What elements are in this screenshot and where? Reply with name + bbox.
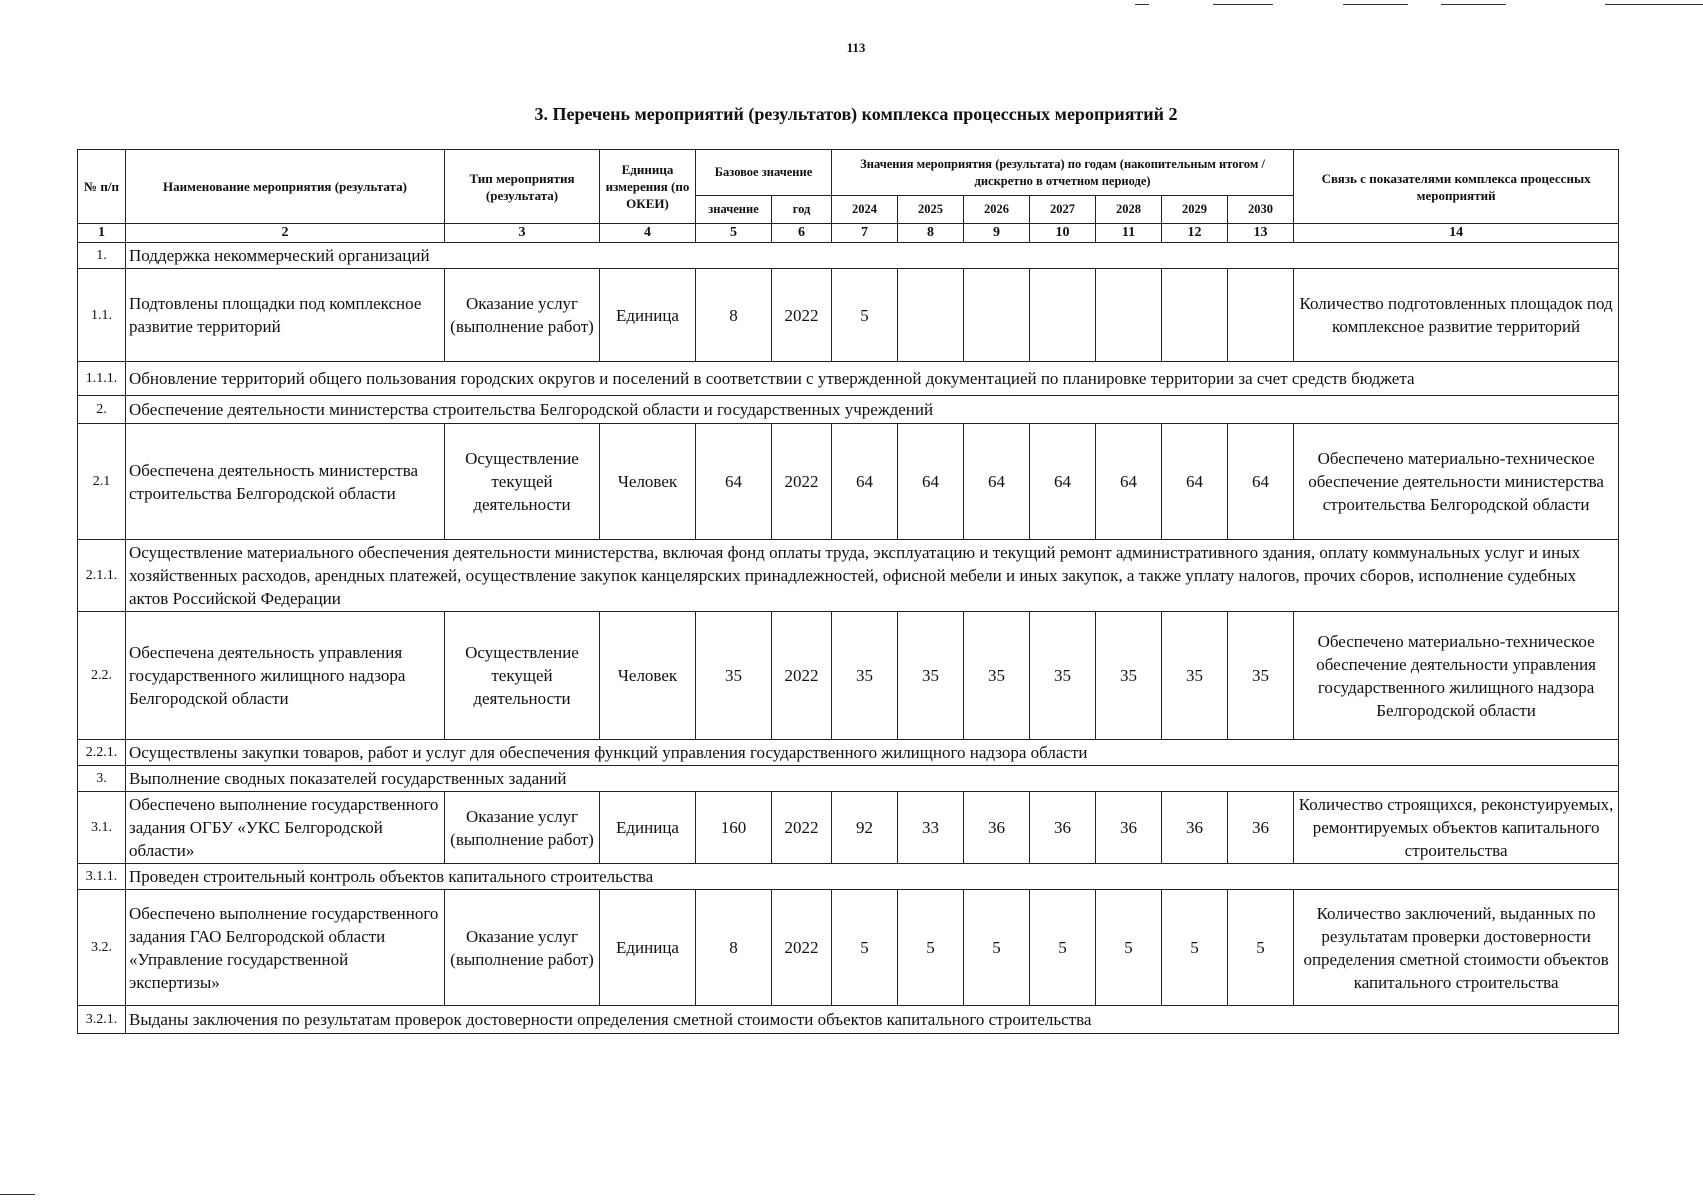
table-row — [78, 792, 1619, 864]
year-value: 5 — [832, 269, 898, 362]
base-value: 160 — [696, 792, 772, 864]
column-number: 10 — [1030, 224, 1096, 243]
year-value: 64 — [1030, 424, 1096, 540]
measure-type: Оказание услуг (выполнение работ) — [445, 890, 600, 1006]
base-year: 2022 — [772, 792, 832, 864]
year-value: 64 — [964, 424, 1030, 540]
year-value: 35 — [1162, 612, 1228, 740]
header-year: 2027 — [1030, 196, 1096, 224]
year-value: 5 — [832, 890, 898, 1006]
year-value: 5 — [1096, 890, 1162, 1006]
scan-mark — [0, 1194, 35, 1195]
header-name: Наименование мероприятия (результата) — [126, 150, 445, 224]
linked-indicator: Количество заключений, выданных по результатам проверки достоверности определения сметной стоимости объектов капитального строительства — [1294, 890, 1619, 1006]
header-values-by-year: Значения мероприятия (результата) по годам (накопительным итогом / дискретно в отчетном периоде) — [832, 150, 1294, 196]
year-value: 64 — [1228, 424, 1294, 540]
measure-name: Обеспечено выполнение государственного задания ОГБУ «УКС Белгородской области» — [126, 792, 445, 864]
section-text: Осуществлены закупки товаров, работ и услуг для обеспечения функций управления государственного жилищного надзора области — [126, 740, 1619, 766]
linked-indicator: Количество подготовленных площадок под комплексное развитие территорий — [1294, 269, 1619, 362]
header-no: № п/п — [78, 150, 126, 224]
table-row — [78, 864, 1619, 890]
measure-unit: Человек — [600, 612, 696, 740]
column-number: 13 — [1228, 224, 1294, 243]
column-number: 4 — [600, 224, 696, 243]
section-text: Осуществление материального обеспечения деятельности министерства, включая фонд оплаты труда, эксплуатацию и текущий ремонт административного здания, оплату коммунальных услуг и иных хозяйственных расходов, арендных платежей, осуществление закупок канцелярских принадлежностей, офисной мебели и иных закупок, а также уплату налогов, прочих сборов, исполнение судебных актов Российской Федерации — [126, 540, 1619, 612]
table-row — [78, 766, 1619, 792]
table-row — [78, 424, 1619, 540]
year-value: 33 — [898, 792, 964, 864]
base-year: 2022 — [772, 424, 832, 540]
header-year: 2024 — [832, 196, 898, 224]
page-title: 3. Перечень мероприятий (результатов) комплекса процессных мероприятий 2 — [534, 104, 1178, 124]
base-value: 8 — [696, 269, 772, 362]
linked-indicator: Обеспечено материально-техническое обеспечение деятельности управления государственного жилищного надзора Белгородской области — [1294, 612, 1619, 740]
column-number: 2 — [126, 224, 445, 243]
measure-type: Оказание услуг (выполнение работ) — [445, 269, 600, 362]
row-number: 3.2.1. — [78, 1006, 126, 1034]
table-row — [78, 362, 1619, 396]
section-text: Выданы заключения по результатам проверок достоверности определения сметной стоимости объектов капитального строительства — [126, 1006, 1619, 1034]
row-number: 3.1.1. — [78, 864, 126, 890]
column-number: 8 — [898, 224, 964, 243]
year-value: 5 — [1030, 890, 1096, 1006]
year-value: 5 — [1228, 890, 1294, 1006]
measures-table — [77, 149, 1619, 1034]
row-number: 1.1. — [78, 269, 126, 362]
section-text: Обеспечение деятельности министерства строительства Белгородской области и государственных учреждений — [126, 396, 1619, 424]
scan-mark — [1441, 4, 1506, 5]
column-number: 12 — [1162, 224, 1228, 243]
measure-unit: Единица — [600, 269, 696, 362]
row-number: 2.2.1. — [78, 740, 126, 766]
section-text: Обновление территорий общего пользования городских округов и поселений в соответствии с утвержденной документацией по планировке территории за счет средств бюджета — [126, 362, 1619, 396]
header-base: Базовое значение — [696, 150, 832, 196]
measure-type: Осуществление текущей деятельности — [445, 612, 600, 740]
year-value: 64 — [832, 424, 898, 540]
column-number-row — [78, 224, 1619, 243]
measure-unit: Человек — [600, 424, 696, 540]
year-value: 64 — [1096, 424, 1162, 540]
base-year: 2022 — [772, 612, 832, 740]
base-year: 2022 — [772, 269, 832, 362]
measure-name: Обеспечено выполнение государственного задания ГАО Белгородской области «Управление государственной экспертизы» — [126, 890, 445, 1006]
table-row — [78, 269, 1619, 362]
table-row — [78, 890, 1619, 1006]
table-row — [78, 612, 1619, 740]
row-number: 3.1. — [78, 792, 126, 864]
base-value: 35 — [696, 612, 772, 740]
table-row — [78, 1006, 1619, 1034]
header-type: Тип мероприятия (результата) — [445, 150, 600, 224]
year-value: 35 — [898, 612, 964, 740]
measure-type: Оказание услуг (выполнение работ) — [445, 792, 600, 864]
year-value — [1030, 269, 1096, 362]
header-year: 2026 — [964, 196, 1030, 224]
year-value: 36 — [1030, 792, 1096, 864]
linked-indicator: Количество строящихся, реконстуируемых, ремонтируемых объектов капитального строительства — [1294, 792, 1619, 864]
measure-name: Подтовлены площадки под комплексное развитие территорий — [126, 269, 445, 362]
header-base-year: год — [772, 196, 832, 224]
column-number: 1 — [78, 224, 126, 243]
section-text: Выполнение сводных показателей государственных заданий — [126, 766, 1619, 792]
table-row — [78, 540, 1619, 612]
year-value: 36 — [1162, 792, 1228, 864]
year-value: 35 — [1030, 612, 1096, 740]
year-value: 36 — [964, 792, 1030, 864]
year-value: 64 — [898, 424, 964, 540]
row-number: 2.1 — [78, 424, 126, 540]
header-year: 2030 — [1228, 196, 1294, 224]
year-value: 92 — [832, 792, 898, 864]
column-number: 11 — [1096, 224, 1162, 243]
column-number: 7 — [832, 224, 898, 243]
year-value: 35 — [964, 612, 1030, 740]
measure-name: Обеспечена деятельность управления государственного жилищного надзора Белгородской области — [126, 612, 445, 740]
scan-mark — [1213, 4, 1273, 5]
header-base-value: значение — [696, 196, 772, 224]
header-year: 2029 — [1162, 196, 1228, 224]
row-number: 2.1.1. — [78, 540, 126, 612]
column-number: 3 — [445, 224, 600, 243]
header-unit: Единица измерения (по ОКЕИ) — [600, 150, 696, 224]
header-year: 2028 — [1096, 196, 1162, 224]
column-number: 5 — [696, 224, 772, 243]
table-row — [78, 243, 1619, 269]
table-body — [78, 243, 1619, 1034]
table-row — [78, 740, 1619, 766]
year-value: 35 — [832, 612, 898, 740]
year-value — [898, 269, 964, 362]
column-number: 9 — [964, 224, 1030, 243]
section-text: Поддержка некоммерческий организаций — [126, 243, 1619, 269]
row-number: 2.2. — [78, 612, 126, 740]
table-row — [78, 396, 1619, 424]
year-value: 36 — [1228, 792, 1294, 864]
scan-mark — [1135, 4, 1149, 5]
year-value: 64 — [1162, 424, 1228, 540]
row-number: 2. — [78, 396, 126, 424]
scan-mark — [1343, 4, 1408, 5]
base-value: 8 — [696, 890, 772, 1006]
column-number: 6 — [772, 224, 832, 243]
header-year: 2025 — [898, 196, 964, 224]
measure-unit: Единица — [600, 890, 696, 1006]
year-value: 5 — [964, 890, 1030, 1006]
year-value — [1162, 269, 1228, 362]
year-value — [964, 269, 1030, 362]
measure-name: Обеспечена деятельность министерства строительства Белгородской области — [126, 424, 445, 540]
measure-unit: Единица — [600, 792, 696, 864]
row-number: 1.1.1. — [78, 362, 126, 396]
measure-type: Осуществление текущей деятельности — [445, 424, 600, 540]
year-value — [1228, 269, 1294, 362]
row-number: 1. — [78, 243, 126, 269]
year-value: 35 — [1096, 612, 1162, 740]
year-value: 5 — [1162, 890, 1228, 1006]
section-text: Проведен строительный контроль объектов капитального строительства — [126, 864, 1619, 890]
scan-mark — [1605, 4, 1703, 5]
row-number: 3.2. — [78, 890, 126, 1006]
base-year: 2022 — [772, 890, 832, 1006]
year-value: 35 — [1228, 612, 1294, 740]
year-value: 5 — [898, 890, 964, 1006]
header-link: Связь с показателями комплекса процессных мероприятий — [1294, 150, 1619, 224]
year-value — [1096, 269, 1162, 362]
base-value: 64 — [696, 424, 772, 540]
column-number: 14 — [1294, 224, 1619, 243]
linked-indicator: Обеспечено материально-техническое обеспечение деятельности министерства строительства Белгородской области — [1294, 424, 1619, 540]
row-number: 3. — [78, 766, 126, 792]
page-number: 113 — [846, 40, 866, 55]
year-value: 36 — [1096, 792, 1162, 864]
